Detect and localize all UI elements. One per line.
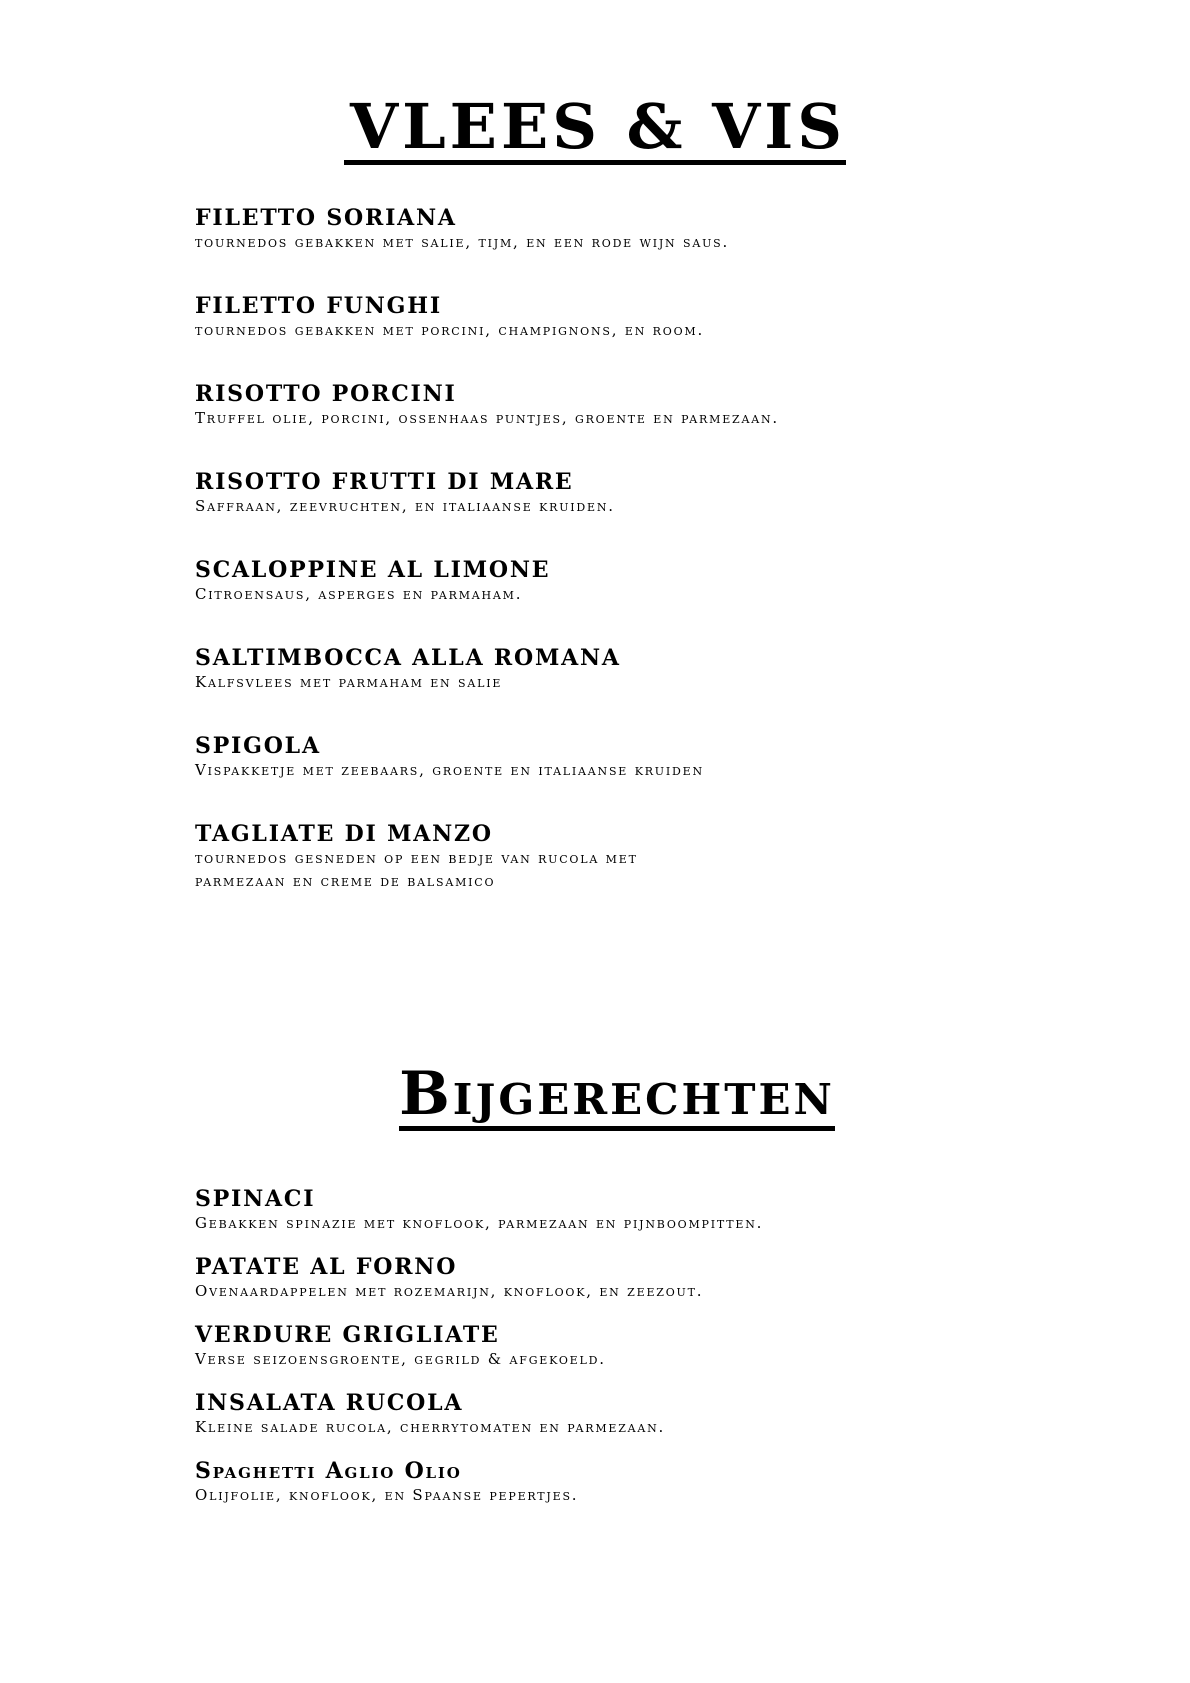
dish-name: FILETTO SORIANA [195, 205, 457, 231]
menu-list-bijgerechten [195, 1186, 1095, 1526]
menu-item [195, 1254, 1095, 1322]
dish-name: SPIGOLA [195, 733, 321, 759]
menu-item [195, 1458, 1095, 1526]
menu-item [195, 469, 1095, 557]
dish-description: Ovenaardappelen met rozemarijn, knoflook, en zeezout. [195, 1282, 704, 1300]
dish-description: Kleine salade rucola, cherrytomaten en parmezaan. [195, 1418, 666, 1436]
menu-item [195, 1186, 1095, 1254]
dish-name: SPINACI [195, 1186, 316, 1212]
section-title-vlees-vis [0, 90, 1190, 165]
dish-name: FILETTO FUNGHI [195, 293, 442, 319]
dish-description: Saffraan, zeevruchten, en italiaanse kruiden. [195, 497, 615, 515]
menu-item [195, 557, 1095, 645]
dish-name: SCALOPPINE AL LIMONE [195, 557, 551, 583]
dish-description: Verse seizoensgroente, gegrild & afgekoeld. [195, 1350, 606, 1368]
dish-name: TAGLIATE DI MANZO [195, 821, 493, 847]
dish-name: INSALATA RUCOLA [195, 1390, 464, 1416]
menu-item [195, 1390, 1095, 1458]
dish-description: tournedos gebakken met salie, tijm, en een rode wijn saus. [195, 233, 730, 251]
dish-description: Vispakketje met zeebaars, groente en italiaanse kruiden [195, 761, 704, 779]
dish-name: Spaghetti Aglio Olio [195, 1458, 462, 1484]
dish-description: tournedos gesneden op een bedje van rucola met parmezaan en creme de balsamico [195, 849, 638, 890]
dish-name: VERDURE GRIGLIATE [195, 1322, 500, 1348]
menu-item [195, 733, 1095, 821]
dish-description: tournedos gebakken met porcini, champignons, en room. [195, 321, 705, 339]
dish-description: Olijfolie, knoflook, en Spaanse pepertjes. [195, 1486, 579, 1504]
menu-item [195, 821, 1095, 909]
dish-name: RISOTTO FRUTTI DI MARE [195, 469, 574, 495]
dish-description: Gebakken spinazie met knoflook, parmezaan en pijnboompitten. [195, 1214, 764, 1232]
section-title-text: VLEES & VIS [344, 96, 846, 165]
menu-item [195, 205, 1095, 293]
menu-item [195, 1322, 1095, 1390]
dish-description: Kalfsvlees met parmaham en salie [195, 673, 503, 691]
dish-description: Truffel olie, porcini, ossenhaas puntjes, groente en parmezaan. [195, 409, 779, 427]
dish-name: RISOTTO PORCINI [195, 381, 457, 407]
menu-item [195, 381, 1095, 469]
menu-item [195, 293, 1095, 381]
menu-item [195, 645, 1095, 733]
dish-name: SALTIMBOCCA ALLA ROMANA [195, 645, 621, 671]
section-title-text: Bijgerechten [399, 1059, 835, 1129]
section-title-bijgerechten [0, 1059, 1190, 1131]
menu-list-vlees-vis [195, 205, 1095, 909]
dish-name: PATATE AL FORNO [195, 1254, 458, 1280]
dish-description: Citroensaus, asperges en parmaham. [195, 585, 523, 603]
